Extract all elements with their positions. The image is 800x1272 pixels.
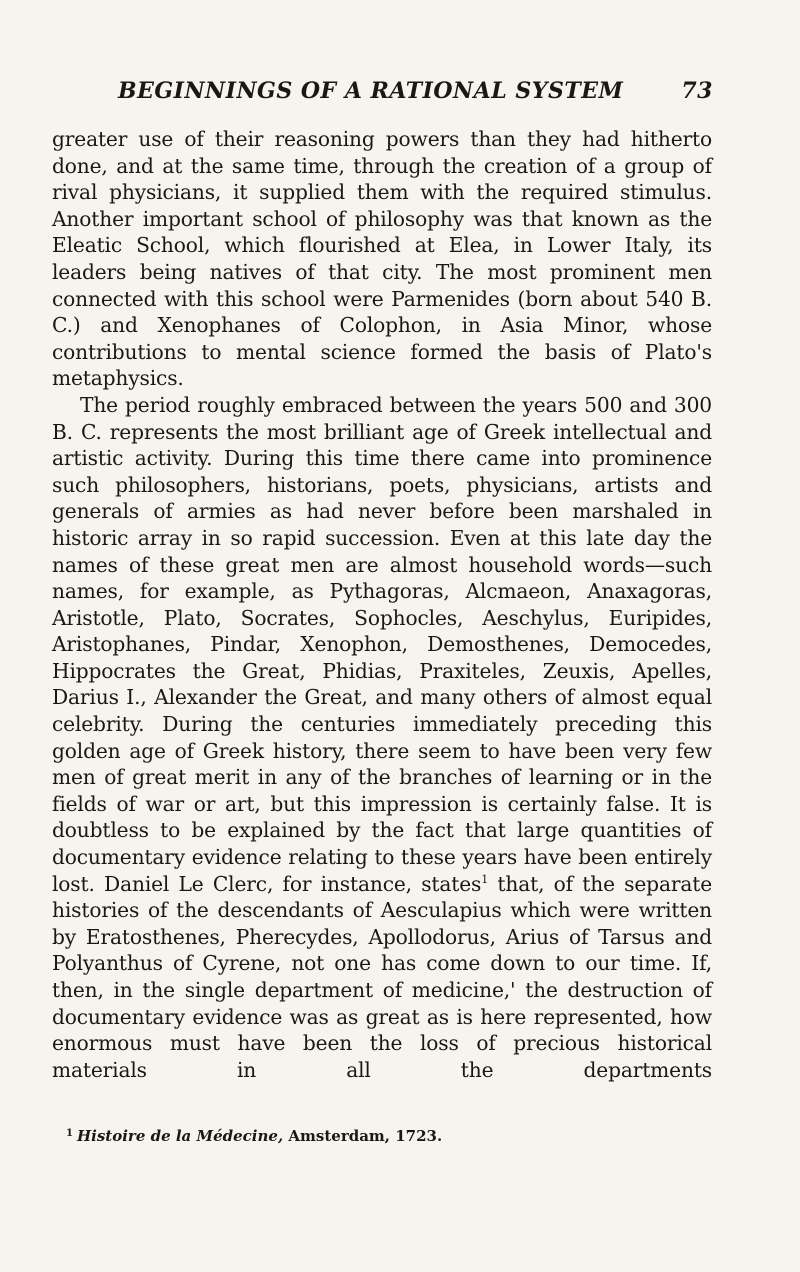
- paragraph-text-continued: that, of the separate histories of the descendants of Aesculapius which were written by Eratosthenes, Pherecydes, Apollodorus, Arius of Tarsus and Polyanthus of Cyrene, not one has come down to our time. If, then, in the single department of medicine,' the destruction of documentary evidence was as great as is here represented, how enormous must have been the loss of precious historical materials in all the departments: [52, 871, 712, 1082]
- footnote-book-title: Histoire de la Médecine,: [76, 1127, 284, 1145]
- footnote-imprint: Amsterdam, 1723.: [283, 1127, 443, 1145]
- footnote-reference: 1: [481, 872, 489, 886]
- running-title: BEGINNINGS OF A RATIONAL SYSTEM: [118, 78, 624, 104]
- paragraph-text: The period roughly embraced between the years 500 and 300 B. C. represents the most brilliant age of Greek intellectual and artistic activity. During this time there came into prominence such philosophers, historians, poets, physicians, artists and generals of armies as had never before been marshaled in historic array in so rapid succession. Even at this late day the names of these great men are almost household words—such names, for example, as Pythagoras, Alcmaeon, Anaxagoras, Aristotle, Plato, Socrates, Sophocles, Aeschylus, Euripides, Aristophanes, Pindar, Xenophon, Demosthenes, Democedes, Hippocrates the Great, Phidias, Praxiteles, Zeuxis, Apelles, Darius I., Alexander the Great, and many others of almost equal celebrity. During the centuries immediately preceding this golden age of Greek history, there seem to have been very few men of great merit in any of the branches of learning or in the fields of war or art, but this impression is certainly false. It is doubtless to be explained by the fact that large quantities of documentary evidence relating to these years have been entirely lost. Daniel Le Clerc, for instance, states: [52, 392, 712, 896]
- running-head: [118, 78, 713, 114]
- footnote: [66, 1124, 706, 1146]
- body-text: [52, 126, 712, 1083]
- page-number: 73: [681, 78, 713, 104]
- paragraph: [52, 392, 712, 1083]
- footnote-marker: 1: [66, 1128, 73, 1139]
- paragraph-continued: greater use of their reasoning powers than they had hitherto done, and at the same time, through the creation of a group of rival physicians, it supplied them with the required stimulus. Another important school of philosophy was that known as the Eleatic School, which flourished at Elea, in Lower Italy, its leaders being natives of that city. The most prominent men connected with this school were Parmenides (born about 540 B. C.) and Xenophanes of Colophon, in Asia Minor, whose contributions to mental science formed the basis of Plato's metaphysics.: [52, 127, 712, 391]
